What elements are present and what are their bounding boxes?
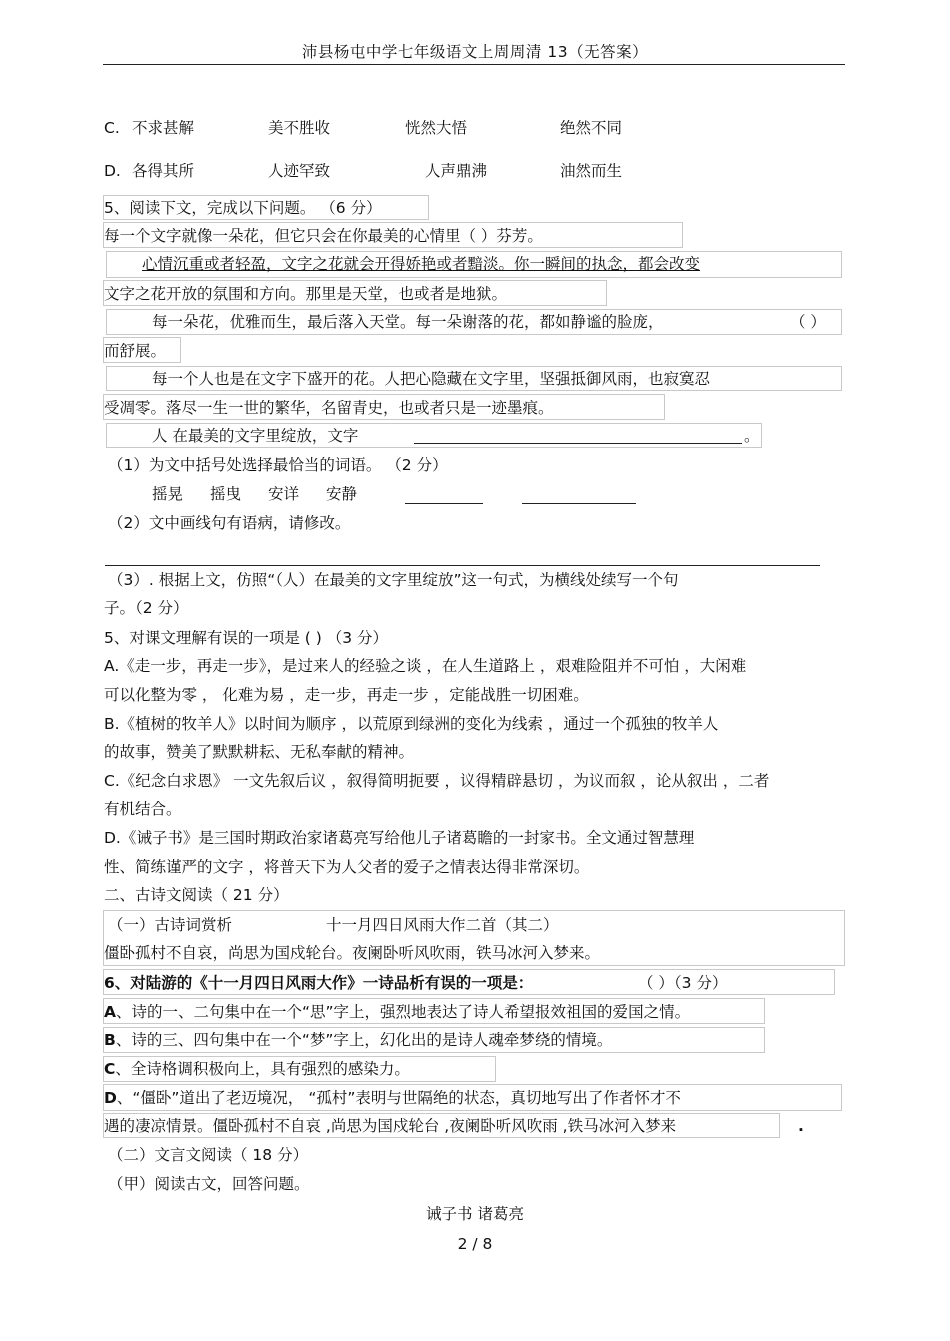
poem-section-head: （一）古诗词赏析 bbox=[108, 916, 233, 934]
passage-line-1: 每一个文字就像一朵花，但它只会在你最美的心情里（ ）芬芳。 bbox=[104, 227, 543, 245]
option-d-letter: D. bbox=[104, 162, 121, 180]
option-d-word-3: 人声鼎沸 bbox=[425, 162, 488, 180]
classical-title: （二）文言文阅读（ 18 分） bbox=[108, 1146, 309, 1164]
q5b-line-5: C.《纪念白求恩》 一文先叙后议 ，叙得简明扼要 ，议得精辟悬切 ，为议而叙 ，论从叙出 ，二者 bbox=[104, 772, 770, 790]
q6-option-d-line-2: 遇的凄凉情景。僵卧孤村不自哀 ,尚思为国戍轮台 ,夜阑卧听风吹雨 ,铁马冰河入梦来 bbox=[104, 1117, 677, 1135]
section-2-title: 二、古诗文阅读（ 21 分） bbox=[104, 886, 289, 904]
q5b-line-7: D.《诫子书》是三国时期政治家诸葛亮写给他儿子诸葛瞻的一封家书。全文通过智慧理 bbox=[104, 829, 695, 847]
sub-question-1: （1）为文中括号处选择最恰当的词语。 （2 分） bbox=[108, 456, 448, 474]
q5-title: 5、阅读下文，完成以下问题。 （6 分） bbox=[104, 199, 382, 217]
sub-question-3-line-2: 子。（2 分） bbox=[104, 599, 189, 617]
q5b-line-3: B.《植树的牧羊人》以时间为顺序 ，以荒原到绿洲的变化为线索 ，通过一个孤独的牧羊人 bbox=[104, 715, 719, 733]
passage-line-8: 人 在最美的文字里绽放，文字 bbox=[152, 427, 359, 445]
option-c-word-2: 美不胜收 bbox=[268, 119, 331, 137]
q5b-line-2: 可以化整为零 ， 化难为易 ，走一步，再走一步 ，定能战胜一切困难。 bbox=[104, 686, 589, 704]
option-c-word-4: 绝然不同 bbox=[560, 119, 623, 137]
passage-line-5: 而舒展。 bbox=[104, 342, 167, 360]
q5b-line-4: 的故事，赞美了默默耕耘、无私奉献的精神。 bbox=[104, 743, 415, 761]
q5b-line-1: A.《走一步，再走一步》，是过来人的经验之谈 ，在人生道路上 ，艰难险阻并不可怕 ，大闲难 bbox=[104, 657, 747, 675]
q6-option-d-letter: D bbox=[104, 1089, 117, 1107]
q6-option-c-letter: C bbox=[104, 1060, 116, 1078]
option-c-word-3: 恍然大悟 bbox=[405, 119, 468, 137]
option-d-word-4: 油然而生 bbox=[560, 162, 623, 180]
sub-question-2: （2）文中画线句有语病，请修改。 bbox=[108, 514, 351, 532]
q5b-line-8: 性、简练谨严的文字 ，将普天下为人父者的爱子之情表达得非常深切。 bbox=[104, 858, 590, 876]
q6-option-b-text: 、诗的三、四句集中在一个“梦”字上，幻化出的是诗人魂牵梦绕的情境。 bbox=[115, 1031, 613, 1049]
answer-blank-2[interactable] bbox=[522, 503, 636, 504]
continuation-blank[interactable] bbox=[414, 443, 742, 444]
choice-4: 安静 bbox=[326, 485, 358, 503]
passage-line-4-paren: （ ） bbox=[790, 313, 826, 331]
q6-stem: 6、对陆游的《十一月四日风雨大作》一诗品析有误的一项是： bbox=[104, 974, 534, 992]
option-d-word-1: 各得其所 bbox=[132, 162, 195, 180]
q6-option-d-text: 、“僵卧”道出了老迈境况， “孤村”表明与世隔绝的状态，真切地写出了作者怀才不 bbox=[116, 1089, 681, 1107]
passage-line-7: 受凋零。落尽一生一世的繁华，名留青史，也或者只是一迹墨痕。 bbox=[104, 399, 554, 417]
answer-line-2[interactable] bbox=[105, 565, 820, 566]
q6-paren: （ ）（3 分） bbox=[638, 974, 728, 992]
q6-option-b-letter: B bbox=[104, 1031, 116, 1049]
option-d-word-2: 人迹罕致 bbox=[268, 162, 331, 180]
passage-line-4: 每一朵花，优雅而生，最后落入天堂。每一朵谢落的花，都如静谧的脸庞， bbox=[152, 313, 664, 331]
classical-subtitle: （甲）阅读古文，回答问题。 bbox=[108, 1175, 310, 1193]
poem-text: 僵卧孤村不自哀，尚思为国戍轮台。夜阑卧听风吹雨，铁马冰河入梦来。 bbox=[104, 944, 601, 962]
q6-option-a bbox=[104, 1002, 690, 1022]
page-number: 2 / 8 bbox=[457, 1235, 493, 1253]
q6-option-a-text: 、诗的一、二句集中在一个“思”字上，强烈地表达了诗人希望报效祖国的爱国之情。 bbox=[116, 1003, 691, 1021]
passage-line-6: 每一个人也是在文字下盛开的花。人把心隐藏在文字里，坚强抵御风雨，也寂寞忍 bbox=[152, 370, 711, 388]
passage-line-3: 文字之花开放的氛围和方向。那里是天堂，也或者是地狱。 bbox=[104, 285, 508, 303]
q5b-stem: 5、对课文理解有误的一项是 ( ) （3 分） bbox=[104, 629, 389, 647]
header-rule bbox=[103, 64, 845, 65]
choice-2: 摇曳 bbox=[210, 485, 242, 503]
passage-line-8-end: 。 bbox=[744, 427, 760, 445]
q6-option-d bbox=[104, 1088, 681, 1108]
q6-option-b bbox=[104, 1030, 612, 1050]
option-c-letter: C. bbox=[104, 119, 120, 137]
poem-title: 十一月四日风雨大作二首（其二） bbox=[326, 916, 559, 934]
q6-option-d-end: . bbox=[798, 1117, 804, 1135]
q6-option-a-letter: A bbox=[104, 1003, 116, 1021]
option-c-word-1: 不求甚解 bbox=[132, 119, 195, 137]
q5b-line-6: 有机结合。 bbox=[104, 800, 182, 818]
answer-blank-1[interactable] bbox=[405, 503, 483, 504]
page-header-title: 沛县杨屯中学七年级语文上周周清 13（无答案） bbox=[301, 43, 649, 61]
choice-3: 安详 bbox=[268, 485, 300, 503]
choice-1: 摇晃 bbox=[152, 485, 184, 503]
text-title: 诫子书 诸葛亮 bbox=[426, 1205, 524, 1223]
q6-option-c-text: 、全诗格调积极向上，具有强烈的感染力。 bbox=[115, 1060, 410, 1078]
q6-option-c bbox=[104, 1059, 410, 1079]
sub-question-3-line-1: （3）. 根据上文，仿照“（人）在最美的文字里绽放”这一句式，为横线处续写一个句 bbox=[108, 571, 679, 589]
passage-line-2-underlined: 心情沉重或者轻盈，文字之花就会开得娇艳或者黯淡。你一瞬间的执念，都会改变 bbox=[142, 255, 701, 273]
